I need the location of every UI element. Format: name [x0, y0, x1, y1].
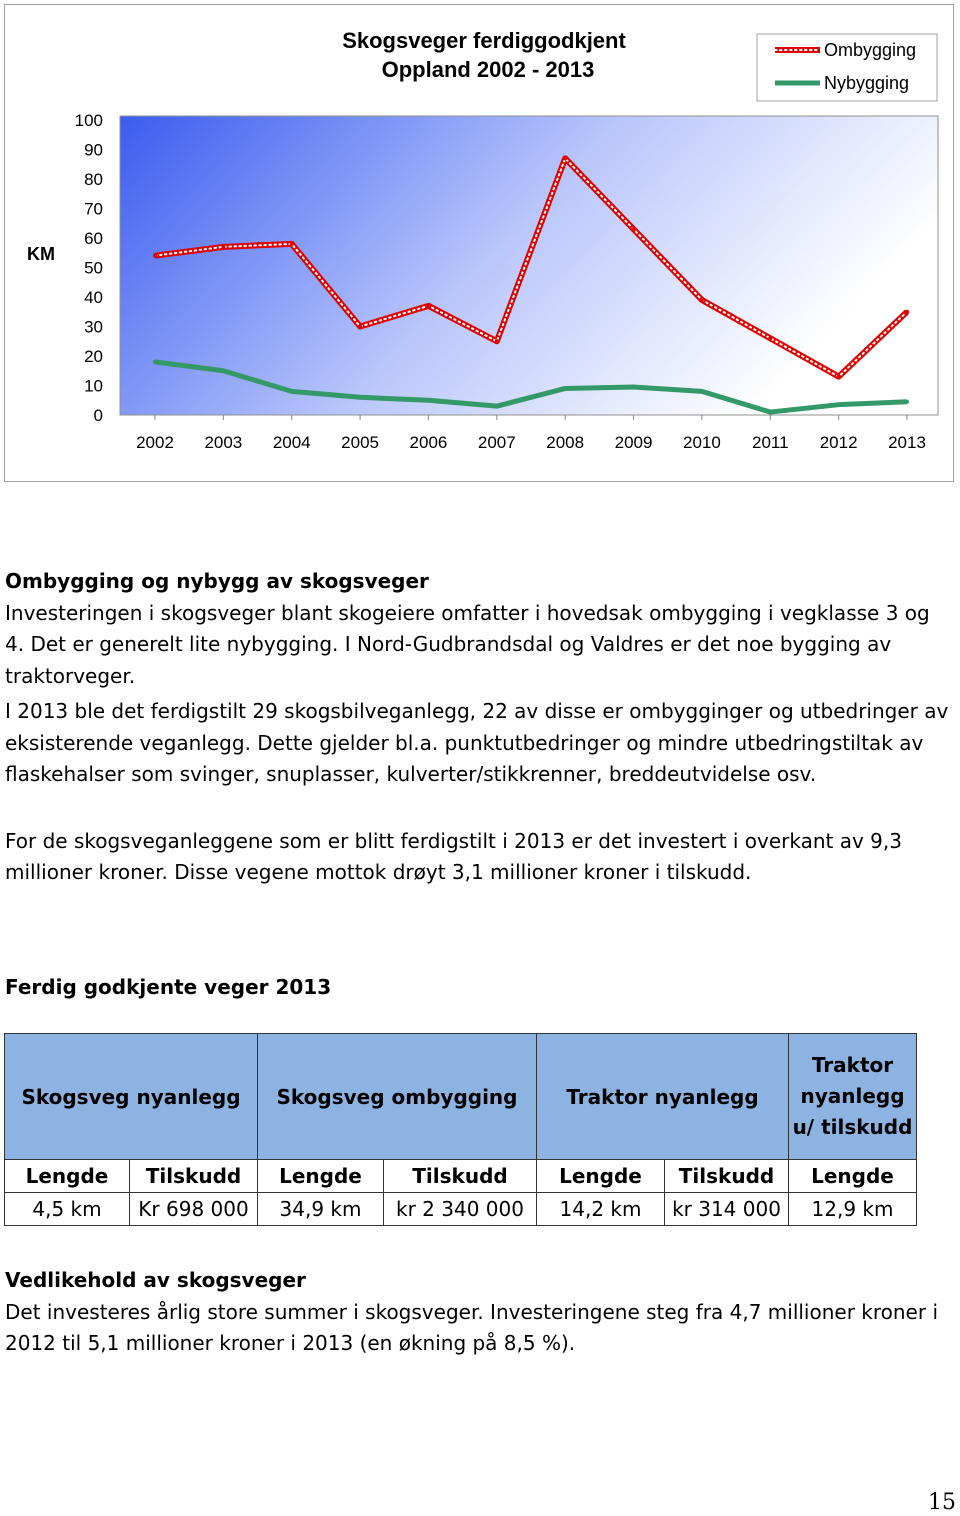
- data-point-nybygging: [563, 386, 567, 390]
- data-point-ombygging: [495, 339, 499, 343]
- data-point-ombygging: [290, 242, 294, 246]
- section-heading: Vedlikehold av skogsveger: [5, 1268, 306, 1292]
- table-group-header-text: Traktor nyanlegg u/ tilskudd: [792, 1053, 913, 1139]
- data-point-nybygging: [837, 403, 841, 407]
- x-tick-label: 2003: [204, 433, 243, 452]
- x-tick-label: 2007: [477, 433, 516, 452]
- data-point-nybygging: [700, 389, 704, 393]
- y-tick-label: 10: [84, 376, 103, 396]
- x-tick-label: 2005: [341, 433, 380, 452]
- paragraph: I 2013 ble det ferdigstilt 29 skogsbilveganlegg, 22 av disse er ombygginger og utbedringer av eksisterende veganlegg. Dette gjelder bl.a. punktutbedringer og mindre utbedringstiltak av flaskehalser som svinger, snuplasser, kulverter/stikkrenner, breddeutvidelse osv.: [5, 699, 949, 786]
- legend-label-nybygging: Nybygging: [824, 73, 910, 93]
- paragraph: Det investeres årlig store summer i skogsveger. Investeringene steg fra 4,7 millioner kroner i 2012 til 5,1 millioner kroner i 2013 (en økning på 8,5 %).: [5, 1299, 938, 1355]
- legend-label-ombygging: Ombygging: [824, 40, 917, 60]
- chart-title-line2: Oppland 2002 - 2013: [381, 57, 595, 82]
- y-tick-label: 90: [84, 140, 103, 160]
- table-cell: 12,9 km: [789, 1193, 917, 1226]
- data-point-nybygging: [632, 385, 636, 389]
- data-point-nybygging: [358, 395, 362, 399]
- chart-title-line1: Skogsveger ferdiggodkjent: [342, 28, 626, 53]
- data-point-nybygging: [495, 404, 499, 408]
- y-tick-label: 60: [84, 229, 103, 248]
- x-tick-label: 2006: [409, 433, 448, 452]
- y-tick-label: 30: [84, 317, 103, 337]
- roads-table: [4, 1033, 917, 1226]
- data-point-ombygging: [221, 245, 225, 249]
- data-point-ombygging: [563, 156, 567, 160]
- table-cell: 14,2 km: [537, 1193, 665, 1226]
- data-point-ombygging: [358, 325, 362, 329]
- data-point-nybygging: [221, 369, 225, 373]
- table-cell: kr 2 340 000: [384, 1193, 537, 1226]
- table-subheader: Tilskudd: [384, 1160, 537, 1193]
- x-tick-label: 2012: [819, 433, 858, 452]
- table-cell: 34,9 km: [258, 1193, 384, 1226]
- section-ombygging: [5, 566, 955, 889]
- data-point-ombygging: [426, 304, 430, 308]
- data-point-ombygging: [153, 254, 157, 258]
- x-tick-label: 2002: [136, 433, 174, 452]
- data-point-ombygging: [768, 336, 772, 340]
- y-tick-label: 80: [84, 170, 103, 189]
- data-point-nybygging: [153, 360, 157, 364]
- table-heading-wrap: [5, 972, 955, 1004]
- table-subheader: Lengde: [5, 1160, 130, 1193]
- table-group-header: Traktor nyanlegg: [537, 1034, 789, 1160]
- table-subheader: Lengde: [537, 1160, 665, 1193]
- table-group-header: Skogsveg nyanlegg: [5, 1034, 258, 1160]
- section-heading: Ombygging og nybygg av skogsveger: [5, 569, 429, 593]
- data-point-nybygging: [290, 389, 294, 393]
- table-cell: Kr 698 000: [130, 1193, 258, 1226]
- data-point-ombygging: [905, 310, 909, 314]
- data-point-nybygging: [905, 400, 909, 404]
- plot-area: [120, 116, 938, 415]
- table-cell: kr 314 000: [665, 1193, 789, 1226]
- y-tick-label: 70: [84, 199, 103, 219]
- table-cell: 4,5 km: [5, 1193, 130, 1226]
- section-vedlikehold: [5, 1265, 955, 1360]
- y-tick-label: 50: [84, 258, 103, 278]
- data-point-nybygging: [768, 410, 772, 414]
- data-point-ombygging: [837, 375, 841, 379]
- y-tick-label: 40: [84, 288, 103, 307]
- line-chart: [5, 5, 955, 483]
- table-subheader: Tilskudd: [130, 1160, 258, 1193]
- table-subheader: Lengde: [789, 1160, 917, 1193]
- x-tick-label: 2009: [614, 433, 653, 452]
- table-heading: Ferdig godkjente veger 2013: [5, 975, 332, 999]
- y-tick-label: 20: [84, 347, 103, 366]
- x-tick-label: 2011: [751, 433, 789, 452]
- y-tick-label: 100: [74, 111, 103, 130]
- chart-container: [4, 4, 954, 482]
- x-tick-label: 2008: [546, 433, 585, 452]
- x-tick-label: 2010: [682, 433, 721, 452]
- y-tick-label: 0: [93, 406, 103, 425]
- paragraph: Investeringen i skogsveger blant skogeiere omfatter i hovedsak ombygging i vegklasse 3 og 4. Det er generelt lite nybygging. I Nord-Gudbrandsdal og Valdres er det noe bygging av traktorveger.: [5, 600, 930, 688]
- table-group-header: [789, 1034, 917, 1160]
- table-subheader: Lengde: [258, 1160, 384, 1193]
- chart-title: [342, 28, 626, 82]
- table-subheader: Tilskudd: [665, 1160, 789, 1193]
- y-axis-label: KM: [27, 244, 55, 264]
- data-point-ombygging: [632, 227, 636, 231]
- x-tick-label: 2004: [272, 433, 311, 452]
- page-number: 15: [928, 1490, 956, 1515]
- x-tick-label: 2013: [888, 433, 926, 452]
- paragraph: For de skogsveganleggene som er blitt ferdigstilt i 2013 er det investert i overkant av 9,3 millioner kroner. Disse vegene mottok drøyt 3,1 millioner kroner i tilskudd.: [5, 828, 902, 884]
- data-point-nybygging: [426, 398, 430, 402]
- table-group-header: Skogsveg ombygging: [258, 1034, 537, 1160]
- data-point-ombygging: [700, 298, 704, 302]
- legend: [757, 34, 937, 101]
